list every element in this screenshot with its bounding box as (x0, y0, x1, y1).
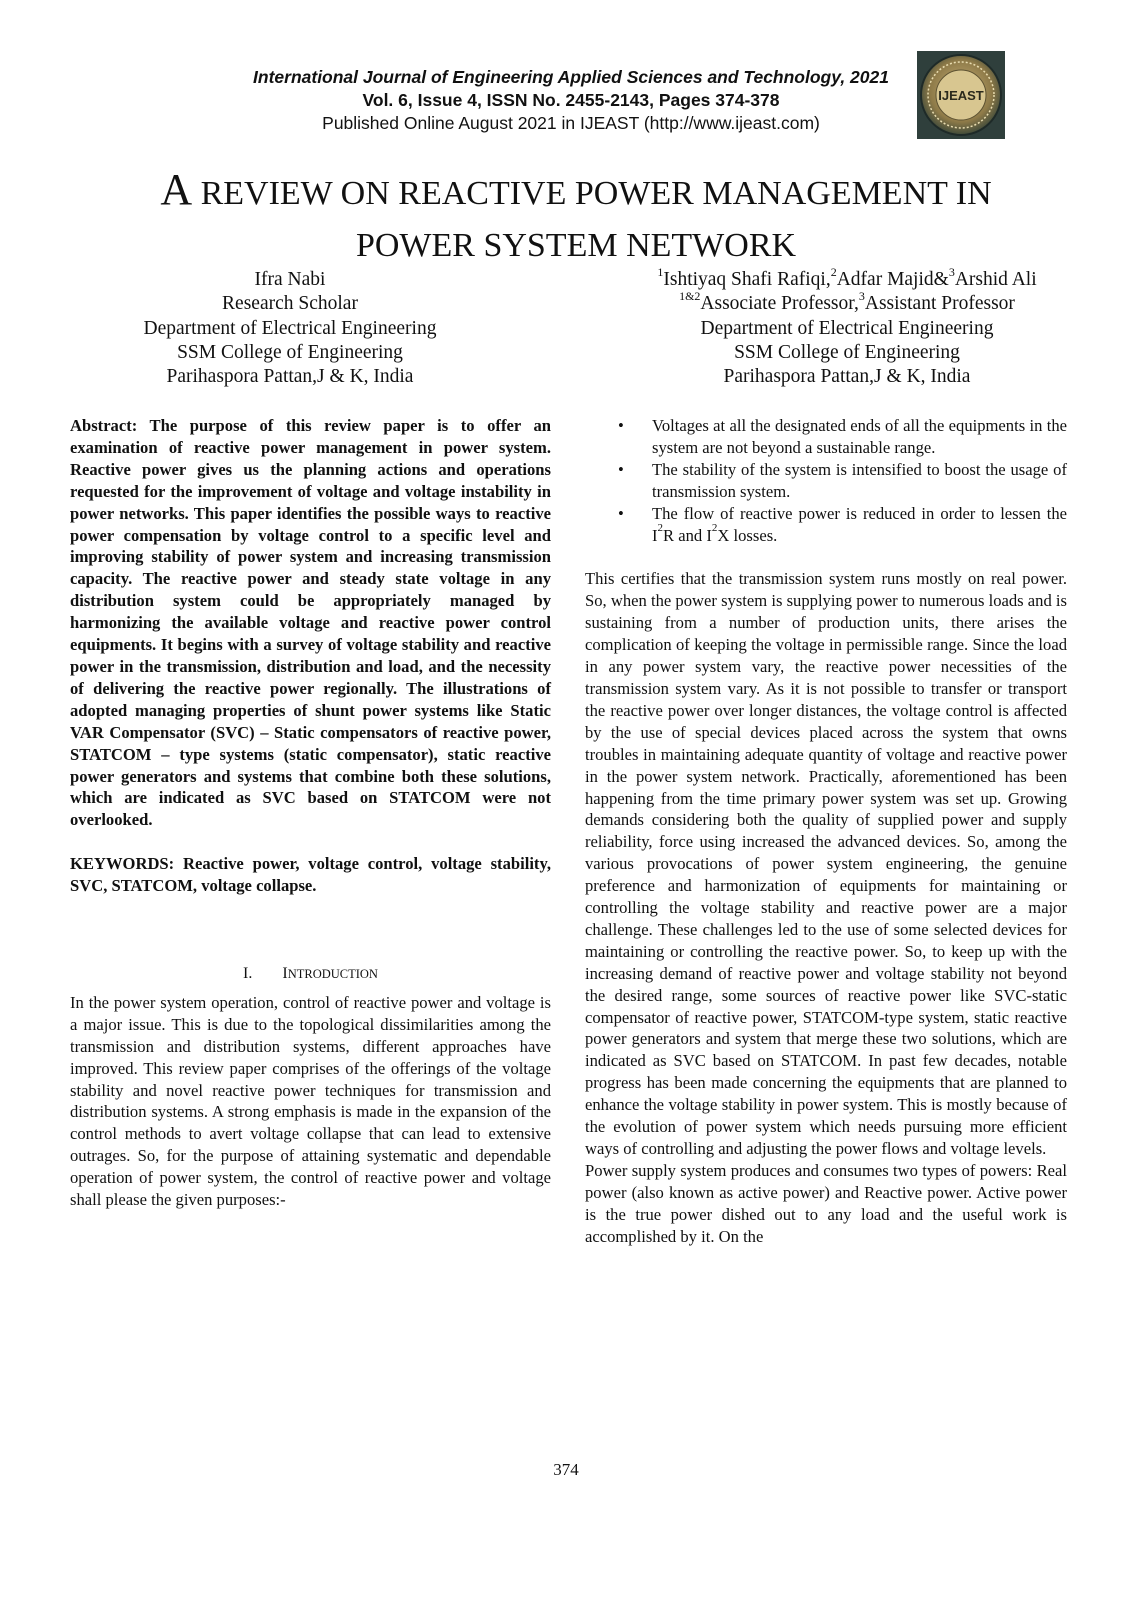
journal-published: Published Online August 2021 in IJEAST (http://www.ijeast.com) (322, 113, 820, 133)
list-item: • Voltages at all the designated ends of all the equipments in the system are not beyond a sustainable range. (618, 416, 1067, 457)
introduction-paragraph: In the power system operation, control of reactive power and voltage is a major issue. This is due to the topological dissimilarities among the transmission and distribution systems, different approaches have improved. This review paper comprises of the offerings of the voltage stability and novel reactive power techniques for transmission and distribution systems. A strong emphasis is made in the expansion of the control methods to avert voltage collapse that can lead to extensive outrages. So, for the purpose of attaining systematic and dependable operation of power system, the control of reactive power and voltage shall please the given purposes:- (70, 992, 551, 1210)
author-department: Department of Electrical Engineering (700, 317, 994, 339)
journal-name: International Journal of Engineering Applied Sciences and Technology, 2021 (253, 67, 889, 87)
bullet-text-3a: The flow of reactive power is reduced in order to lessen the I (652, 503, 1067, 545)
role-sup-1: 1&2 (679, 289, 701, 304)
left-column (70, 415, 551, 1211)
section-title-rest: NTRODUCTION (287, 967, 378, 982)
section-title-first: I (282, 965, 288, 983)
author-location: Parihaspora Pattan,J & K, India (723, 366, 971, 388)
section-number: I. (243, 965, 253, 983)
author-college: SSM College of Engineering (177, 341, 403, 363)
author-role: Research Scholar (222, 293, 358, 315)
author-college: SSM College of Engineering (734, 341, 960, 363)
body-paragraph-2: Power supply system produces and consumes two types of powers: Real power (also known as active power) and Reactive power. Active power is the true power dished out to any load and the useful work is accomplished by it. On the (585, 1160, 1067, 1246)
author-role-1: Associate Professor, (700, 293, 859, 315)
author-location: Parihaspora Pattan,J & K, India (166, 366, 414, 388)
list-item: • The stability of the system is intensified to boost the usage of transmission system. (618, 459, 1067, 501)
author-department: Department of Electrical Engineering (143, 317, 437, 339)
author-name: Ifra Nabi (254, 269, 326, 290)
list-item: • The flow of reactive power is reduced in order to lessen the $I^2R$ and $I^2X$ losses. (618, 503, 1067, 545)
keywords: KEYWORDS: Reactive power, voltage control, voltage stability, SVC, STATCOM, voltage collapse. (70, 854, 551, 896)
title-line-1-rest: REVIEW ON REACTIVE POWER MANAGEMENT IN (192, 175, 992, 212)
journal-volume: Vol. 6, Issue 4, ISSN No. 2455-2143, Pages 374-378 (362, 90, 780, 110)
author-name-2: Adfar Majid& (836, 269, 949, 290)
role-sup-2: 3 (858, 289, 865, 304)
logo-text: IJEAST (938, 88, 984, 103)
author-roles (612, 289, 1082, 316)
author-sup-3: 3 (948, 265, 955, 279)
page-number: 374 (553, 1460, 579, 1479)
author-sup-1: 1 (657, 265, 664, 279)
title-line-2: POWER SYSTEM NETWORK (355, 227, 797, 264)
paper-title (40, 164, 1112, 272)
author-block-right (612, 265, 1082, 389)
ijeast-logo (917, 51, 1005, 139)
author-name-1: Ishtiyaq Shafi Rafiqi, (663, 269, 831, 290)
title-line-1 (40, 164, 1112, 220)
bullet-sup-1: 2 (657, 521, 664, 534)
bullet-text-1: Voltages at all the designated ends of all the equipments in the system are not beyond a sustainable range. (652, 416, 1067, 457)
purposes-list (585, 415, 1067, 546)
right-column (585, 415, 1067, 1248)
bullet-sup-2: 2 (711, 521, 718, 534)
bullet-text-2: The stability of the system is intensified to boost the usage of transmission system. (652, 459, 1067, 501)
body-paragraph-1: This certifies that the transmission system runs mostly on real power. So, when the power system is supplying power to numerous loads and is sustaining from a number of production units, there arises the complication of keeping the voltage in permissible range. Since the load in any power system vary, the reactive power necessities of the transmission system vary. As it is not possible to transfer or transport the reactive power over longer distances, the voltage control is affected by the use of special devices placed across the system that owns troubles in maintaining adequate quantity of voltage and reactive power in the power system network. Practically, aforementioned has been happening from the time primary power system was set up. Growing demands considering both the quality of supplied power and supply reliability, force using increased the advanced devices. So, among the various provocations of power system engineering, the genuine preference and harmonization of equipments for maintaining or controlling the voltage stability and reactive power are a major challenge. These challenges led to the use of some selected devices for maintaining or controlling the reactive power. So, to keep up with the increasing demand of reactive power and voltage stability not beyond the desired range, some sources of reactive power like SVC-static compensator of reactive power, STATCOM-type system, static reactive power generators and system that merge these two solutions, which are indicated as SVC based on STATCOM. In past few decades, notable progress has been made concerning the equipments that are planned to enhance the voltage stability in power system. This is mostly because of the evolution of power system which needs pursuing more efficient ways of controlling and adjusting the power flows and voltage levels. (585, 569, 1067, 1158)
author-role-2: Assistant Professor (864, 293, 1015, 315)
bullet-text-3b: R and I (663, 525, 712, 545)
section-heading-introduction (70, 963, 551, 986)
author-sup-2: 2 (830, 265, 837, 279)
title-first-letter: A (160, 165, 193, 214)
author-name-3: Arshid Ali (954, 269, 1037, 290)
author-block-left (80, 268, 500, 389)
bullet-text-3c: X losses. (717, 525, 778, 545)
abstract: Abstract: The purpose of this review paper is to offer an examination of reactive power management in power system. Reactive power gives us the planning actions and operations requested for the improvement of voltage and voltage instability in power networks. This paper identifies the possible ways to reactive power compensation by voltage control to a specific level and improving stability of power system and increasing transmission capacity. The reactive power and steady state voltage in any distribution system could be appropriately managed by harmonizing the available voltage and reactive power control equipments. It begins with a survey of voltage stability and reactive power in the transmission, distribution and load, and the necessity of delivering the reactive power regionally. The illustrations of adopted managing properties of shunt power systems like Static VAR Compensator (SVC) – Static compensators of reactive power, STATCOM – type systems (static compensator), static reactive power generators and systems that combine both these solutions, which are indicated as SVC based on STATCOM were not overlooked. (70, 416, 551, 830)
